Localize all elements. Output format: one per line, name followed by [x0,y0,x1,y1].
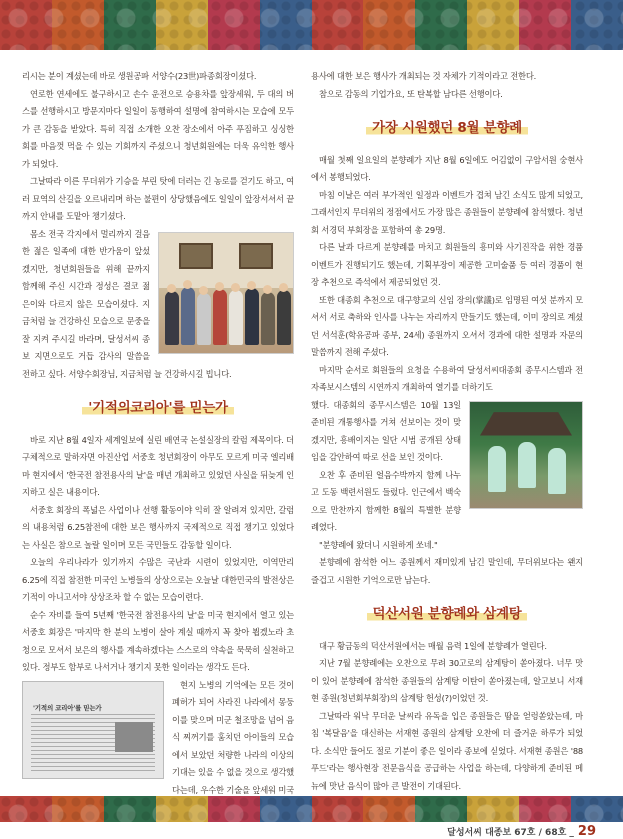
page-body [0,50,623,839]
paragraph: 했다. 대종회의 종무시스템은 10월 13일 준비된 개통행사를 거쳐 선보이는 것이 맞겠지만, 흥배이지는 일단 시범 공개된 상태임을 감안하여 따로 선을 보인 것이다. [311,399,461,462]
newspaper-clipping [22,681,164,779]
paragraph: 현지 노병의 기억에는 모든 것이 폐허가 되어 사라진 나라에서 몽둥이를 맞으며 미군 철조망을 넘어 음식 찌꺼기를 훔치던 아이들의 모습에서 보았던 처량한 나라의 이상의 기대는 있을 수 없을 것으로 생각했다는데, 우수한 기술을 앞세워 미국 [172,679,294,795]
paragraph: 마지막 순서로 회원들의 요청을 수용하여 달성서씨대종회 종무시스템과 전자족보시스템의 시연까지 개최하여 열기를 더하기도 [311,364,583,392]
clipping-title: '기적의 코리아'를 믿는가 [33,703,102,712]
page-number: 29 [577,824,596,839]
paragraph: 다른 날과 다르게 분향례를 마치고 회원들의 흥미와 사기진작을 위한 경품 이벤트가 진행되기도 했는데, 기획부장이 제공한 고미술품 등 여러 경품이 현장 추천으로 즉석에서 제공되었던 것. [311,242,583,287]
section-heading [22,400,294,419]
heading-text: 덕산서원 분향례와 삼계탕 [367,606,528,622]
section-heading [311,120,583,139]
ritual-photo [469,401,583,509]
paragraph: 대구 황금동의 덕산서원에서는 매월 음력 1일에 분향례가 열린다. [319,640,547,651]
paragraph: 지난 7월 분향례에는 오찬으로 무려 30고로의 삼계탕이 쏟아졌다. 너무 맛이 있어 분향례에 참석한 종원들의 삼계탕 이탄이 쏟아졌는데, 알고보니 서재현 종원(청년회부회장)의 삼계탕 헌성(?)이었던 것. [311,658,583,703]
right-column [311,68,583,795]
top-pattern-band [0,0,623,50]
paragraph: 마침 이날은 여러 부가적인 일정과 이벤트가 겹쳐 남긴 소식도 많게 되었고, 그래서인지 무더위의 정점에서도 가장 많은 종원들이 분향례에 참석했다. 청년회 서경덕 부회장을 포함하여 총 29명. [311,189,584,235]
paragraph: 매월 첫째 일요일의 분향례가 지난 8월 6일에도 어김없이 구암서원 숭현사에서 봉행되었다. [311,154,583,182]
paragraph: 몸소 전국 각지에서 멀리까지 걸음한 젊은 일족에 대한 반가움이 앞섰겠지만, 청년회원들을 위해 끝까지 함께해 주신 시간과 정성은 결코 젊은이와 다르지 않은 모습이셨다. 지금처럼 늘 건강하신 모습으로 문중을 잘 지켜 주시길 바라며, 달성서씨 종보 지면으로도 거듭 감사의 말씀을 전하고 싶다. 서양수회장님, 지금처럼 늘 건강하시길 빕니다. [22,228,232,379]
paragraph: 또한 대종회 추천으로 대구향교의 신임 장의(掌議)로 임명된 여섯 분까지 모셔서 서로 축하와 인사를 나누는 자리까지 만들기도 했는데, 이미 장의로 계셨던 서석훈(학유공파 종부, 24세) 종원까지 오셔서 경과에 대한 설명과 자문의 말씀까지 전해 주셨다. [311,294,583,357]
paragraph: 분향례에 참석한 어느 종원께서 재미있게 남긴 말인데, 무더위보다는 왠지 즐겁고 시원한 기억으로만 남는다. [311,557,583,585]
footer-text: 달성서씨 대종보 67호 / 68호 _ [447,828,574,838]
heading-text: 가장 시원했던 8월 분향례 [366,120,528,136]
paragraph: 연로한 연세에도 불구하시고 손수 운전으로 승용차를 앞장세워, 두 대의 버스를 선행하시고 방문지마다 일일이 동행하여 설명에 참여하시는 모습에 모두가 큰 감동을 받았다. 특히 직접 소개한 오찬 장소에서 아주 푸짐하고 싱싱한 회를 마음껏 먹을 수 있는 기회까지 주셨으니 청년회원에는 더욱 유익한 행사가 되었다. [22,88,294,169]
paragraph: 오늘의 우리나라가 있기까지 수많은 국난과 시련이 있었지만, 이역만리 6.25에 직접 참전한 미국인 노병들의 상상으로는 오늘날 대한민국의 발전상은 기적이 아니고서야 상상조차 할 수 없는 모습이련다. [22,557,294,602]
section-heading [311,606,583,625]
paragraph: 순수 자비를 들여 5년째 '한국전 참전용사의 날'을 미국 현지에서 열고 있는 서중호 회장은 '마지막 한 분의 노병이 살아 계실 때까지 꼭 찾아 뵙겠노라 초청으로 모셔서 보은의 행사를 계속하겠다는 스스로의 약속을 묵묵히 실천하고 있다. 정부도 함부로 나서거나 챙기지 못한 일이라는 생각도 든다. [22,609,294,672]
paragraph: "분향례에 왔더니 시원하게 쏘네." [319,539,438,550]
bottom-pattern-band [0,796,623,822]
paragraph: 오찬 후 준비된 얼음수박까지 함께 나누고 도동 백련서원도 들렀다. 인근에서 백숙으로 만찬까지 함께한 8월의 특별한 분향례였다. [311,469,461,532]
paragraph: 서중호 회장의 폭넓은 사업이나 선행 활동이야 익히 잘 알려져 있지만, 갈럼의 내용처럼 6.25참전에 대한 보은 행사까지 국제적으로 직접 챙기고 있었다는 사실은 참으로 놀랄 일이며 모든 국민들도 감동할 일이다. [22,504,294,550]
left-column [22,68,294,817]
paragraph: 바로 지난 8월 4일자 세계일보에 실린 배연국 논설실장의 칼럼 제목이다. 더 구체적으로 말하자면 아진산업 서중호 청년회장이 아무도 모르게 미국 엘리배마 현지에서 '한국전 참전용사의 날'을 매년 개최하고 있었던 사실을 뒤늦게 인지하고 실은 내용이다. [22,434,294,497]
page-footer [0,824,596,839]
paragraph: 그날따라 워낙 무더운 날씨라 유독을 입은 종원들은 땀을 얻렁쏟았는데, 마침 '복달음'을 대신하는 서재현 종원의 삼계탕 오찬에 더 즐거운 하루가 되었다. 소식만 들어도 절로 기분이 좋은 일이라 종보에 싣었다. 서재현 종원은 '88푸드'라는 행사현장 전문음식을 공급하는 사업을 하는데, 다양하게 준비된 메뉴에 맛난 음식이 많아 큰 발전이 기대된다. [311,710,583,791]
paragraph: 리시는 분이 계셨는데 바로 생원공파 서양수(23世)파종회장이셨다. [22,71,257,81]
paragraph: 용사에 대한 보은 행사가 개최되는 것 자체가 기적이라고 전한다. [311,71,537,81]
paragraph: 참으로 감동의 기업가요, 또 탄복할 남다른 선행이다. [319,88,503,99]
group-photo [158,232,294,354]
heading-text: '기적의코리아'를 믿는가 [82,400,233,416]
paragraph: 그날따라 이른 무더위가 기승을 부린 탓에 더러는 긴 농로를 걷기도 하고, 여러 묘역의 산길을 오르내리며 하는 불편이 상당했음에도 일일이 앞장서셔서 끝까지 안내를 도맡아 챙기셨다. [22,176,295,221]
